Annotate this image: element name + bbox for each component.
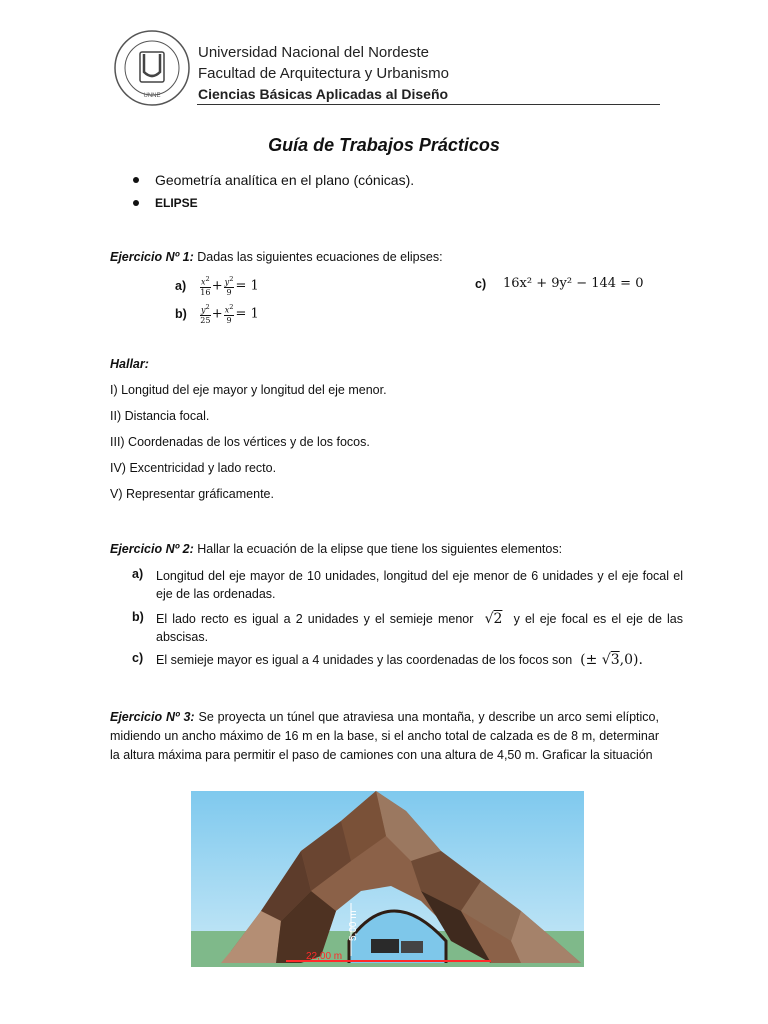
item-tag: a) <box>175 278 187 293</box>
height-dimension-label: 5,00 m <box>348 910 359 941</box>
tunnel-mountain-figure <box>191 791 584 967</box>
course-name: Ciencias Básicas Aplicadas al Diseño <box>198 86 449 102</box>
exercise-2-item-a <box>132 567 683 603</box>
exercise-2-item-b <box>132 610 683 646</box>
topic-bullet <box>133 172 414 188</box>
exercise-label: Ejercicio Nº 3: <box>110 710 195 724</box>
equation-b <box>175 303 259 325</box>
item-tag: c) <box>132 651 144 665</box>
hallar-heading: Hallar: <box>110 357 149 371</box>
list-item: IV) Excentricidad y lado recto. <box>110 461 277 475</box>
topic-text: ELIPSE <box>155 196 198 210</box>
item-tag: b) <box>175 306 187 321</box>
svg-text:UNNE: UNNE <box>143 93 161 99</box>
width-dimension-label: 22,00 m <box>306 951 343 962</box>
topic-bullet <box>133 196 198 210</box>
equation-c <box>475 276 643 291</box>
faculty-name: Facultad de Arquitectura y Urbanismo <box>198 65 449 82</box>
exercise-2-item-c <box>132 651 683 669</box>
exercise-2-heading <box>110 542 562 556</box>
exercise-3-paragraph <box>110 708 659 765</box>
university-name: Universidad Nacional del Nordeste <box>198 44 429 61</box>
list-item: III) Coordenadas de los vértices y de los focos. <box>110 435 370 449</box>
exercise-label: Ejercicio Nº 1: <box>110 250 194 264</box>
exercise-label: Ejercicio Nº 2: <box>110 542 194 556</box>
list-item: II) Distancia focal. <box>110 409 210 423</box>
exercise-text: Dadas las siguientes ecuaciones de elipses: <box>197 250 443 264</box>
item-tag: b) <box>132 610 144 624</box>
equation-math: $\frac{y^2}{25}$ + $\frac{x^2}{9}$ = 1 <box>200 303 259 325</box>
item-text: El semieje mayor es igual a 4 unidades y las coordenadas de los focos son (± √3,0). <box>156 652 643 668</box>
equation-math: $\frac{x^2}{16}$ + $\frac{y^2}{9}$ = 1 <box>200 275 259 297</box>
bullet-icon <box>133 200 139 206</box>
exercise-1-heading <box>110 250 443 264</box>
list-item: V) Representar gráficamente. <box>110 487 274 501</box>
header-divider <box>197 104 660 105</box>
item-tag: c) <box>475 276 487 291</box>
list-item: I) Longitud del eje mayor y longitud del eje menor. <box>110 383 387 397</box>
item-text: Longitud del eje mayor de 10 unidades, longitud del eje menor de 6 unidades y el eje focal el eje de las ordenadas. <box>156 569 683 601</box>
bullet-icon <box>133 177 139 183</box>
page-title: Guía de Trabajos Prácticos <box>268 135 500 155</box>
topic-text: Geometría analítica en el plano (cónicas). <box>155 172 415 188</box>
university-seal-logo <box>112 28 192 108</box>
exercise-text: Hallar la ecuación de la elipse que tiene los siguientes elementos: <box>197 542 563 556</box>
item-tag: a) <box>132 567 144 581</box>
exercise-text: Se proyecta un túnel que atraviesa una montaña, y describe un arco semi elíptico, midiendo un ancho máximo de 16 m en la base, si el ancho total de calzada es de 8 m, determinar la altura máxima para permitir el paso de camiones con una altura de 4,50 m. Graficar la situación <box>110 710 659 762</box>
equation-a <box>175 275 259 297</box>
item-text: El lado recto es igual a 2 unidades y el semieje menor √2 y el eje focal es el eje de las abscisas. <box>156 611 683 644</box>
equation-math: 16x² + 9y² − 144 = 0 <box>503 276 644 291</box>
